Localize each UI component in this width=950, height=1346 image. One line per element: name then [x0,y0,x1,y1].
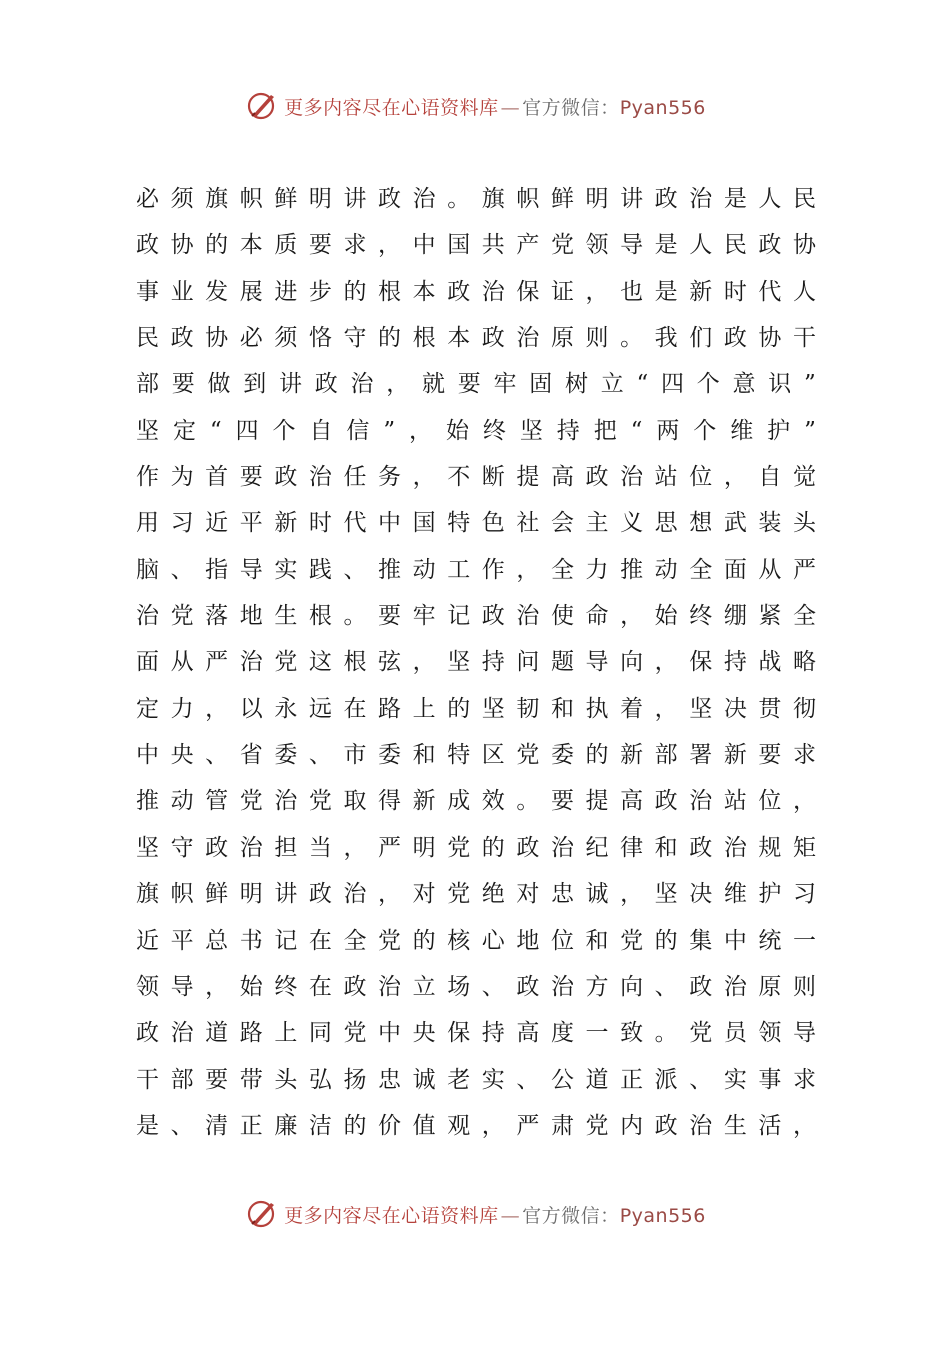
text-line: 领 导 ， 始 终 在 政 治 立 场 、 政 治 方 向 、 政 治 原 则 [136,973,816,1000]
banner-slogan: 更多内容尽在心语资料库 [284,1204,499,1227]
text-line: 民 政 协 必 须 恪 守 的 根 本 政 治 原 则 。 我 们 政 协 干 [136,325,816,352]
footer-banner [0,1194,950,1234]
quill-circle-logo-icon [244,1196,280,1232]
text-line: 定 力 ， 以 永 远 在 路 上 的 坚 韧 和 执 着 ， 坚 决 贯 彻 [136,695,816,722]
text-line: 部 要 做 到 讲 政 治 ， 就 要 牢 固 树 立 “ 四 个 意 识 ” [136,371,816,398]
text-line: 干 部 要 带 头 弘 扬 忠 诚 老 实 、 公 道 正 派 、 实 事 求 [136,1066,816,1093]
text-line: 事 业 发 展 进 步 的 根 本 政 治 保 证 ， 也 是 新 时 代 人 [136,278,816,305]
banner-wechat-label: 官方微信： [522,96,620,119]
banner-separator: — [500,1204,521,1227]
banner-slogan: 更多内容尽在心语资料库 [284,96,499,119]
text-line: 必 须 旗 帜 鲜 明 讲 政 治 。 旗 帜 鲜 明 讲 政 治 是 人 民 [136,186,816,212]
text-line: 坚 定 “ 四 个 自 信 ” ， 始 终 坚 持 把 “ 两 个 维 护 ” [136,417,816,444]
document-body [136,176,816,1149]
text-line: 推 动 管 党 治 党 取 得 新 成 效 。 要 提 高 政 治 站 位 ， [136,788,816,815]
banner-text [284,1201,706,1228]
quill-circle-logo-icon [244,88,280,124]
banner-wechat-id: Pyan556 [619,96,706,119]
text-line: 脑 、 指 导 实 践 、 推 动 工 作 ， 全 力 推 动 全 面 从 严 [136,556,816,583]
header-banner [0,86,950,126]
text-line: 是 、 清 正 廉 洁 的 价 值 观 ， 严 肃 党 内 政 治 生 活 ， [136,1112,816,1139]
text-line: 治 党 落 地 生 根 。 要 牢 记 政 治 使 命 ， 始 终 绷 紧 全 [136,603,816,630]
banner-separator: — [500,96,521,119]
text-line: 坚 守 政 治 担 当 ， 严 明 党 的 政 治 纪 律 和 政 治 规 矩 [136,834,816,861]
banner-text [284,93,706,120]
text-line: 近 平 总 书 记 在 全 党 的 核 心 地 位 和 党 的 集 中 统 一 [136,927,816,954]
text-line: 面 从 严 治 党 这 根 弦 ， 坚 持 问 题 导 向 ， 保 持 战 略 [136,649,816,676]
text-line: 旗 帜 鲜 明 讲 政 治 ， 对 党 绝 对 忠 诚 ， 坚 决 维 护 习 [136,881,816,908]
text-line: 作 为 首 要 政 治 任 务 ， 不 断 提 高 政 治 站 位 ， 自 觉 [136,464,816,491]
banner-wechat-id: Pyan556 [619,1204,706,1227]
text-line: 用 习 近 平 新 时 代 中 国 特 色 社 会 主 义 思 想 武 装 头 [136,510,816,537]
text-line: 中 央 、 省 委 、 市 委 和 特 区 党 委 的 新 部 署 新 要 求 [136,742,816,769]
banner-wechat-label: 官方微信： [522,1204,620,1227]
text-line: 政 协 的 本 质 要 求 ， 中 国 共 产 党 领 导 是 人 民 政 协 [136,232,816,259]
text-line: 政 治 道 路 上 同 党 中 央 保 持 高 度 一 致 。 党 员 领 导 [136,1020,816,1047]
